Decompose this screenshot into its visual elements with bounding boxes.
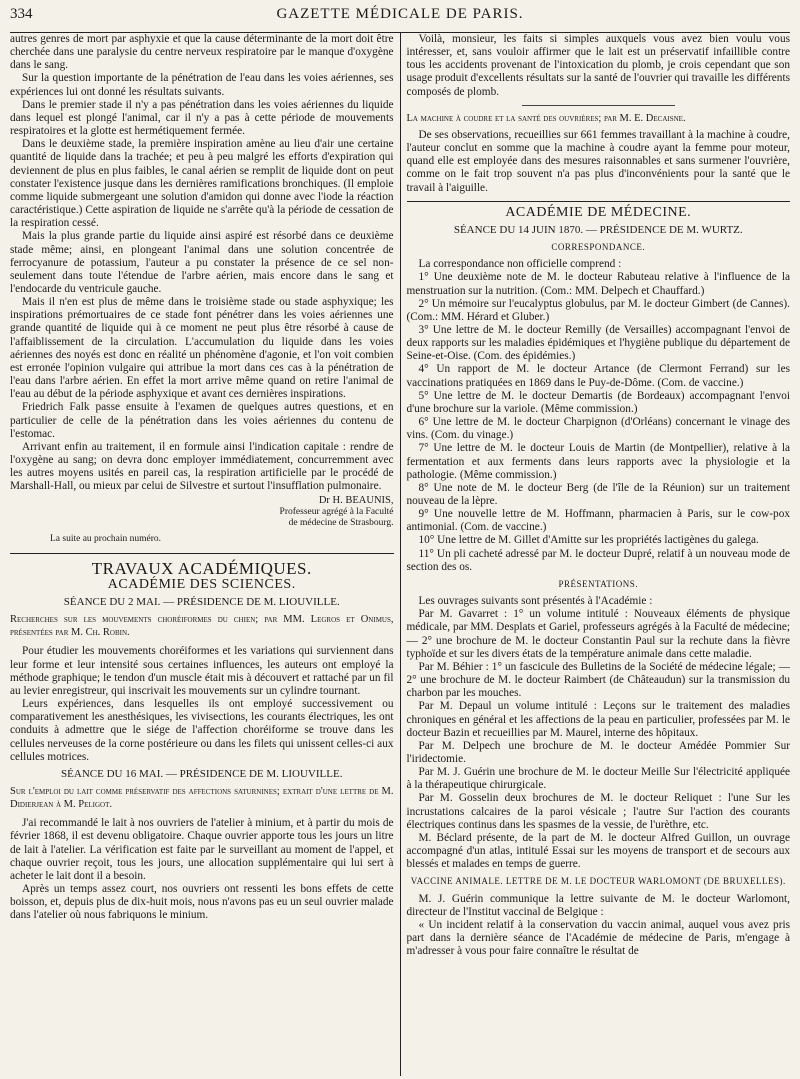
seance-heading: SÉANCE DU 14 JUIN 1870. — PRÉSIDENCE DE M. WURTZ. xyxy=(453,223,743,236)
paragraph: Mais il n'en est plus de même dans le troisième stade ou stade asphyxique; les inspirations prémortuaires de ce stade font pénétrer dans les voies aériennes une grande quantité de liquide qui à ce moment ne peut plus être résorbé à cause de l'affaiblissement de la circulation. L'accumulation du liquide dans les voies aériennes des noyés est donc en réalité un phénomène d'agonie, et l'on voit combien est erronée l'opinion vulgaire qui attribue la mort dans ces cas à la pénétration de l'eau dans l'arbre aérien. En effet la mort arrive même quand on retire l'animal de l'eau au début de la période asphyxique et avant ces dernières inspirations. xyxy=(10,296,394,401)
academy-heading: ACADÉMIE DES SCIENCES. xyxy=(107,576,296,592)
journal-title: GAZETTE MÉDICALE DE PARIS. xyxy=(276,6,524,22)
list-item: 6° Une lettre de M. le docteur Charpignon (d'Orléans) concernant le vinage des vins. (Com. du vinage.) xyxy=(406,416,790,442)
list-item: Par M. Gosselin deux brochures de M. le docteur Reliquet : l'une Sur les incrustations calcaires de la paroi vésicale ; l'autre Sur l'action des courants électriques continus dans les spasmes de la vessie, de l'urèthre, etc. xyxy=(406,792,790,831)
article-title: La machine à coudre et la santé des ouvrières; par M. E. Decaisne. xyxy=(406,112,686,124)
right-column xyxy=(401,33,791,1076)
divider xyxy=(522,105,675,106)
subheading: VACCINE ANIMALE. LETTRE DE M. LE DOCTEUR WARLOMONT (DE BRUXELLES). xyxy=(410,876,786,887)
paragraph: Dans le deuxième stade, la première inspiration amène au lieu d'air une certaine quantité de liquide dans la trachée; et peu à peu malgré les efforts d'expiration qui deviennent de plus en plus faibles, le canal aérien se remplit de liquide dont on peut constater l'existence jusque dans les dernières ramifications bronchiques. (Il emploie comme liquide submergeant une solution d'amidon qui donne avec l'iode la réaction caractéristique.) Cette aspiration de liquide ne s'arrête qu'à la période de cessation de la respiration cessé. xyxy=(10,138,394,230)
paragraph: La correspondance non officielle comprend : xyxy=(418,258,622,271)
list-item: 5° Une lettre de M. le docteur Demartis (de Bordeaux) accompagnant l'envoi d'une brochure sur la variole. (Même commission.) xyxy=(406,389,790,415)
page-header xyxy=(10,6,790,33)
list-item: 10° Une lettre de M. Gillet d'Amitte sur les propriétés lactigènes du galega. xyxy=(418,534,759,547)
paragraph: Leurs expériences, dans lesquelles ils ont employé successivement ou comparativement les anesthésiques, les vivisections, les courants électriques, les ont conduits à admettre que le siége de l'affection choréiforme se trouve dans les cellules nerveuses de la corne postérieure ou dans les filets qui unissent celles-ci aux cellules motrices. xyxy=(10,698,394,763)
list-item: M. Béclard présente, de la part de M. le docteur Alfred Guillon, un ouvrage accompagné d'un atlas, intitulé Essai sur les moyens de transport et de secours aux blessés et malades en temps de guerre. xyxy=(406,831,790,871)
columns xyxy=(10,33,790,1076)
article-title: Sur l'emploi du lait comme préservatif des affections saturnines; extrait d'une lettre de M. Didierjean à M. Peligot. xyxy=(10,785,394,811)
academy-heading: ACADÉMIE DE MÉDECINE. xyxy=(505,204,692,220)
paragraph: Voilà, monsieur, les faits si simples auxquels vous avez bien voulu vous intéresser, et, sans vouloir affirmer que le lait est un préservatif infaillible contre tous les accidents provenant de l'intoxication du plomb, je crois cependant que son usage produit d'excellents résultats sur la santé de l'ouvrier qui travaille les différents composés de plomb. xyxy=(406,33,790,98)
section-divider xyxy=(10,553,394,554)
paragraph: Mais la plus grande partie du liquide ainsi aspiré est résorbé dans ce deuxième stade même; ainsi, en plongeant l'animal dans une solution concentrée de ferrocyanure de potassium, l'auteur a pu constater la présence de ce sel non-seulement dans toute l'étendue de l'arbre aérien, mais encore dans le sang et l'endocarde du ventricule gauche. xyxy=(10,230,394,295)
list-item: Par M. J. Guérin une brochure de M. le docteur Meille Sur l'électricité appliquée à la thérapeutique chirurgicale. xyxy=(406,766,790,792)
list-item: 4° Un rapport de M. le docteur Artance (de Clermont Ferrand) sur les vaccinations pratiquées en 1869 dans le Puy-de-Dôme. (Com. de vaccine.) xyxy=(406,363,790,389)
list-item: 7° Une lettre de M. le docteur Louis de Martin (de Montpellier), relative à la fermentation et aux ferments dans leurs rapports avec la physiologie et la pathologie. (Même commission.) xyxy=(406,442,790,481)
list-item: Par M. Gavarret : 1° un volume intitulé : Nouveaux éléments de physique médicale, par MM. Desplats et Gariel, professeurs agrégés à la Faculté de médecine; — 2° une brochure de M. le docteur Constantin Paul sur la rechute dans la fièvre typhoïde et sur les divers états de la température animale dans cette maladie. xyxy=(406,608,790,660)
section-divider xyxy=(407,201,791,202)
paragraph: « Un incident relatif à la conservation du vaccin animal, auquel vous avez pris part dans la dernière séance de l'Académie de médecine de Paris, m'engage à m'adresser à vous pour faire connaître le résultat de xyxy=(406,918,790,958)
list-item: 1° Une deuxième note de M. le docteur Rabuteau relative à l'influence de la menstruation sur la nutrition. (Com.: MM. Delpech et Chauffard.) xyxy=(406,271,790,297)
author-title-line: de médecine de Strasbourg. xyxy=(288,518,394,529)
paragraph: Sur la question importante de la pénétration de l'eau dans les voies aériennes, ses expériences lui ont donné les résultats suivants. xyxy=(10,72,394,98)
paragraph: De ses observations, recueillies sur 661 femmes travaillant à la machine à coudre, l'auteur conclut en somme que la machine à coudre ayant la femme pour moteur, quand elle est employée dans des mesures raisonnables et sans surmener l'ouvrière, comme on le fait trop souvent n'a pas plus d'inconvénients pour la santé que le travail à l'aiguille. xyxy=(406,128,790,194)
paragraph: M. J. Guérin communique la lettre suivante de M. le docteur Warlomont, directeur de l'Institut vaccinal de Belgique : xyxy=(406,892,790,918)
left-column xyxy=(10,33,400,1076)
paragraph: Friedrich Falk passe ensuite à l'examen de quelques autres questions, et en particulier de celle de la pénétration dans les voies aériennes du contenu de l'estomac. xyxy=(10,401,394,440)
list-item: 2° Un mémoire sur l'eucalyptus globulus, par M. le docteur Gimbert (de Cannes). (Com.: MM. Hérard et Gluber.) xyxy=(406,297,790,323)
subheading: CORRESPONDANCE. xyxy=(551,242,646,253)
list-item: 11° Un pli cacheté adressé par M. le docteur Dupré, relatif à un nouveau mode de section des os. xyxy=(406,547,790,573)
section-title: TRAVAUX ACADÉMIQUES. xyxy=(91,558,312,578)
subheading: PRÉSENTATIONS. xyxy=(558,578,639,589)
paragraph: J'ai recommandé le lait à nos ouvriers de l'atelier à minium, et à partir du mois de février 1868, il est devenu obligatoire. Chaque ouvrier apporte tous les jours un litre de lait à l'atelier. La vérification est faite par le surveillant au moment de l'appel, et chaque ouvrier reçoit, tous les jours, une allocation supplémentaire qui lui sert à acheter le lait dont il a besoin. xyxy=(10,817,394,882)
page-number: 334 xyxy=(10,6,33,22)
paragraph: Arrivant enfin au traitement, il en formule ainsi l'indication capitale : rendre de l'oxygène au sang; on devra donc employer immédiatement, concurremment avec les autres moyens usités en pareil cas, la respiration artificielle par le procédé de Marshall-Hall, ou mieux par celui de Silvestre et surtout l'insufflation pulmonaire. xyxy=(10,440,394,493)
seance-heading: SÉANCE DU 16 MAI. — PRÉSIDENCE DE M. LIOUVILLE. xyxy=(61,767,343,780)
paragraph: Les ouvrages suivants sont présentés à l'Académie : xyxy=(418,595,653,608)
list-item: 9° Une nouvelle lettre de M. Hoffmann, pharmacien à Paris, sur le cow-pox antimonial. (Com. de vaccine.) xyxy=(406,508,790,534)
article-title: Recherches sur les mouvements choréiformes du chien; par MM. Legros et Onimus, présentées par M. Ch. Robin. xyxy=(10,614,394,639)
paragraph: Après un temps assez court, nos ouvriers ont ressenti les bons effets de cette boisson, et, depuis plus de dix-huit mois, nous n'avons pas eu un seul ouvrier malade dans l'atelier où nous fabriquons le minium. xyxy=(10,883,394,922)
paragraph: Dans le premier stade il n'y a pas pénétration dans les voies aériennes du liquide dans lequel est plongé l'animal, car il n'y a pas à cette période de mouvements respiratoires et la glotte est hermétiquement fermée. xyxy=(10,98,394,138)
author-signature: Dr H. BEAUNIS, xyxy=(318,495,394,507)
list-item: 3° Une lettre de M. le docteur Remilly (de Versailles) accompagnant l'envoi de deux rapports sur les maladies épidémiques et l'hygiène publique du département de Seine-et-Oise. (Com. des épidémies.) xyxy=(406,323,790,363)
continued-note: La suite au prochain numéro. xyxy=(50,534,162,545)
seance-heading: SÉANCE DU 2 MAI. — PRÉSIDENCE DE M. LIOUVILLE. xyxy=(63,595,340,608)
paragraph: Pour étudier les mouvements choréiformes et les variations qui surviennent dans leur forme et leur intensité sous certaines influences, les auteurs ont employé la méthode graphique; le tendon d'un muscle était mis à découvert et rattaché par un fil au levier enregistreur, qui inscrivait les mouvements sur un cylindre tournant. xyxy=(10,645,394,697)
paragraph: autres genres de mort par asphyxie et que la cause déterminante de la mort doit être cherchée dans une paralysie du centre nerveux respiratoire par le manque d'oxygène dans le sang. xyxy=(10,33,394,72)
list-item: Par M. Béhier : 1° un fascicule des Bulletins de la Société de médecine légale; — 2° une brochure de M. le docteur Raimbert (de Châteaudun) sur la transmission du charbon par les mouches. xyxy=(406,660,790,700)
author-title-line: Professeur agrégé à la Faculté xyxy=(279,507,394,518)
list-item: Par M. Delpech une brochure de M. le docteur Amédée Pommier Sur l'iridectomie. xyxy=(406,739,790,765)
list-item: Par M. Depaul un volume intitulé : Leçons sur le traitement des maladies chroniques en général et les affections de la peau en particulier, professées par M. le docteur Bazin et recueillies par M. Maurel, interne des hôpitaux. xyxy=(406,700,790,739)
list-item: 8° Une note de M. le docteur Berg (de l'île de la Réunion) sur un traitement nouveau de la lèpre. xyxy=(406,481,790,507)
